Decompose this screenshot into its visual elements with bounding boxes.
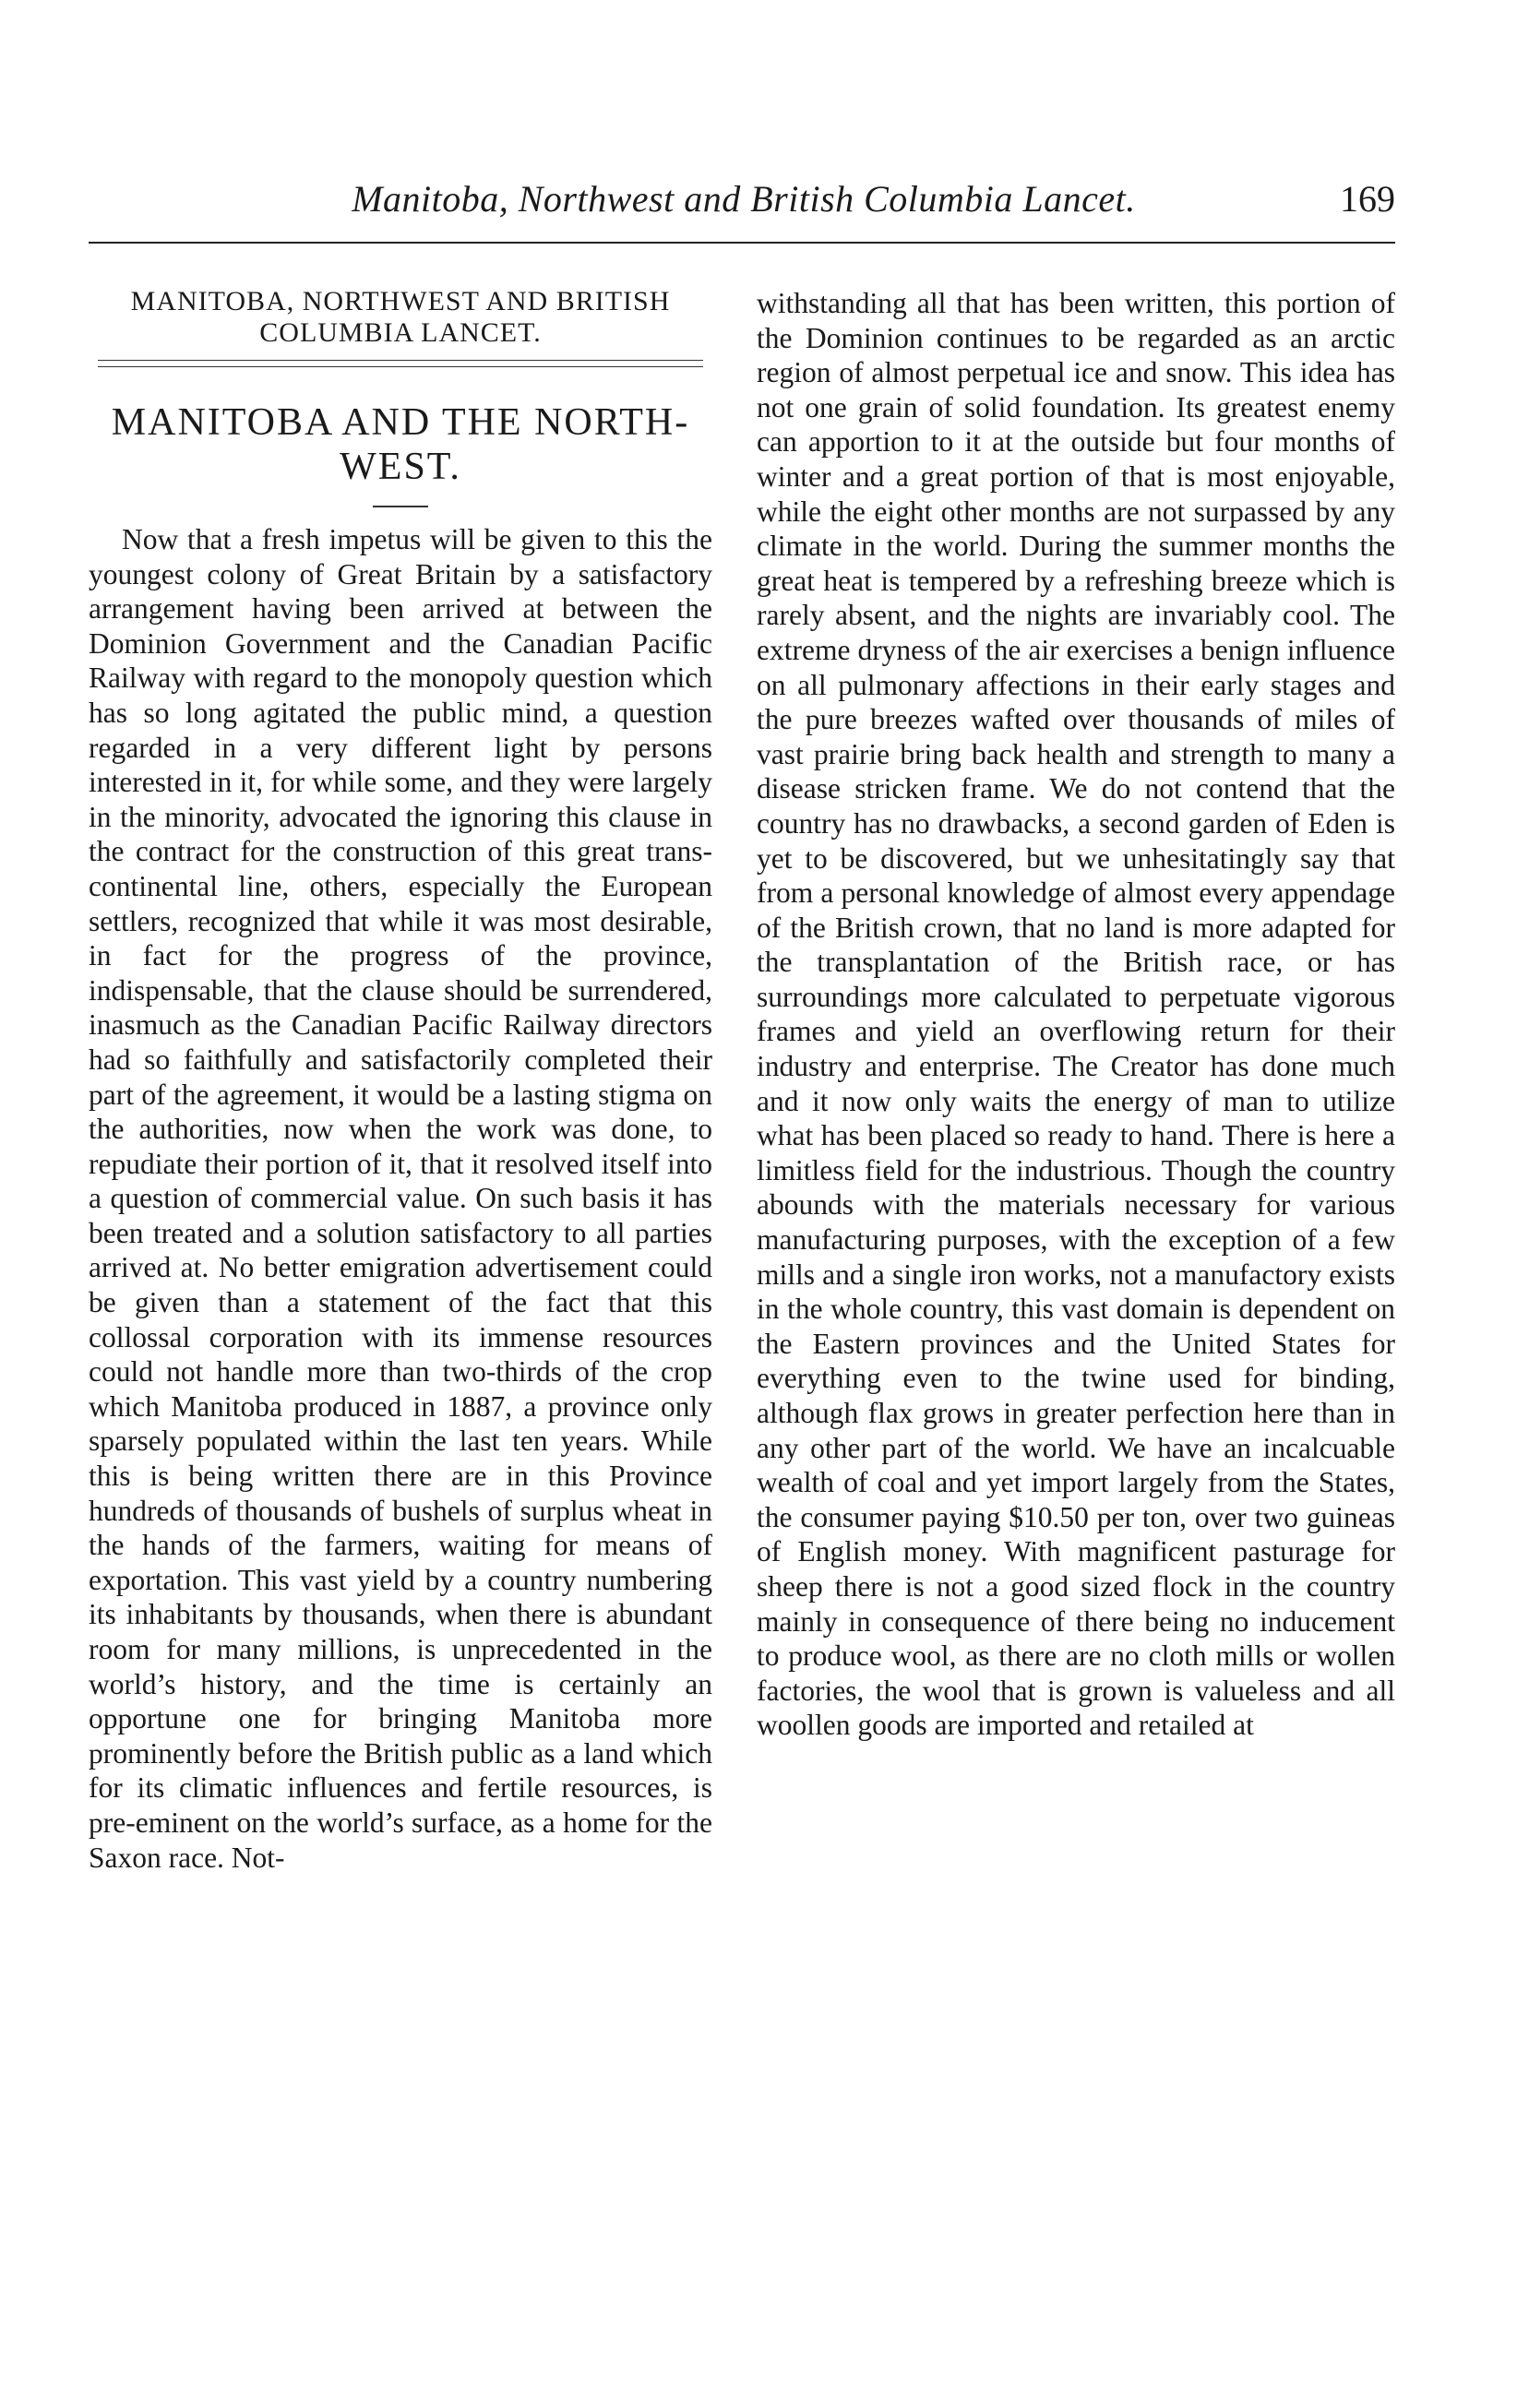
- header-rule: [89, 242, 1395, 244]
- title-rule: [373, 506, 428, 507]
- heading-double-rule: [98, 360, 703, 367]
- journal-heading: MANITOBA, NORTHWEST AND BRITISH COLUMBIA LANCET.: [130, 286, 671, 348]
- left-column-text: Now that a fresh impetus will be given to this the youngest colony of Great Britain by a satisfactory arrangement having been arrived at between the Dominion Government and the Canadian Pacific Railway with regard to the monopoly question which has so long agitated the public mind, a question regarded in a very different light by persons interested in it, for while some, and they were largely in the minority, advocated the ignoring this clause in the contract for the construction of this great trans-continental line, others, especially the European settlers, recognized that while it was most desirable, in fact for the progress of the province, indispensable, that the clause should be surrendered, inasmuch as the Canadian Pacific Railway directors had so faithfully and satisfactorily completed their part of the agreement, it would be a lasting stigma on the authorities, now when the work was done, to repudiate their portion of it, that it resolved itself into a question of commercial value. On such basis it has been treated and a solution satisfactory to all parties arrived at. No better emigration advertisement could be given than a statement of the fact that this collossal corporation with its immense resources could not handle more than two-thirds of the crop which Manitoba produced in 1887, a province only sparsely populated within the last ten years. While this is being written there are in this Province hundreds of thousands of bushels of surplus wheat in the hands of the farmers, waiting for means of exportation. This vast yield by a country numbering its inhabitants by thousands, when there is abundant room for many millions, is unprecedented in the world’s history, and the time is certainly an opportune one for bringing Manitoba more prominently before the British public as a land which for its climatic influences and fertile resources, is pre-eminent on the world’s surface, as a home for the Saxon race. Not-: [89, 523, 712, 1874]
- left-column: [89, 286, 712, 1875]
- page-number: 169: [1340, 178, 1395, 220]
- article-title: MANITOBA AND THE NORTH-WEST.: [111, 401, 690, 488]
- right-column-text: withstanding all that has been written, this portion of the Dominion continues to be regarded as an arctic region of almost perpetual ice and snow. This idea has not one grain of solid foundation. Its greatest enemy can apportion to it at the outside but four months of winter and a great portion of that is most enjoyable, while the eight other months are not surpassed by any climate in the world. During the summer months the great heat is tempered by a refreshing breeze which is rarely absent, and the nights are invariably cool. The extreme dryness of the air exercises a benign influence on all pulmonary affections in their early stages and the pure breezes wafted over thousands of miles of vast prairie bring back health and strength to many a disease stricken frame. We do not contend that the country has no drawbacks, a second garden of Eden is yet to be discovered, but we unhesitatingly say that from a personal knowledge of almost every appendage of the British crown, that no land is more adapted for the transplantation of the British race, or has surroundings more calculated to perpetuate vigorous frames and yield an overflowing return for their industry and enterprise. The Creator has done much and it now only waits the energy of man to utilize what has been placed so ready to hand. There is here a limitless field for the industrious. Though the country abounds with the materials necessary for various manufacturing purposes, with the exception of a few mills and a single iron works, not a manufactory exists in the whole country, this vast domain is dependent on the Eastern provinces and the United States for everything even to the twine used for binding, although flax grows in greater perfection here than in any other part of the world. We have an incalcuable wealth of coal and yet import largely from the States, the consumer paying $10.50 per ton, over two guineas of English money. With magnificent pasturage for sheep there is not a good sized flock in the country mainly in consequence of there being no inducement to produce wool, as there are no cloth mills or wollen factories, the wool that is grown is valueless and all woollen goods are imported and retailed at: [757, 287, 1395, 1742]
- right-column: [757, 286, 1395, 1743]
- running-title: Manitoba, Northwest and British Columbia Lancet.: [352, 178, 1136, 220]
- running-head: [255, 177, 1395, 232]
